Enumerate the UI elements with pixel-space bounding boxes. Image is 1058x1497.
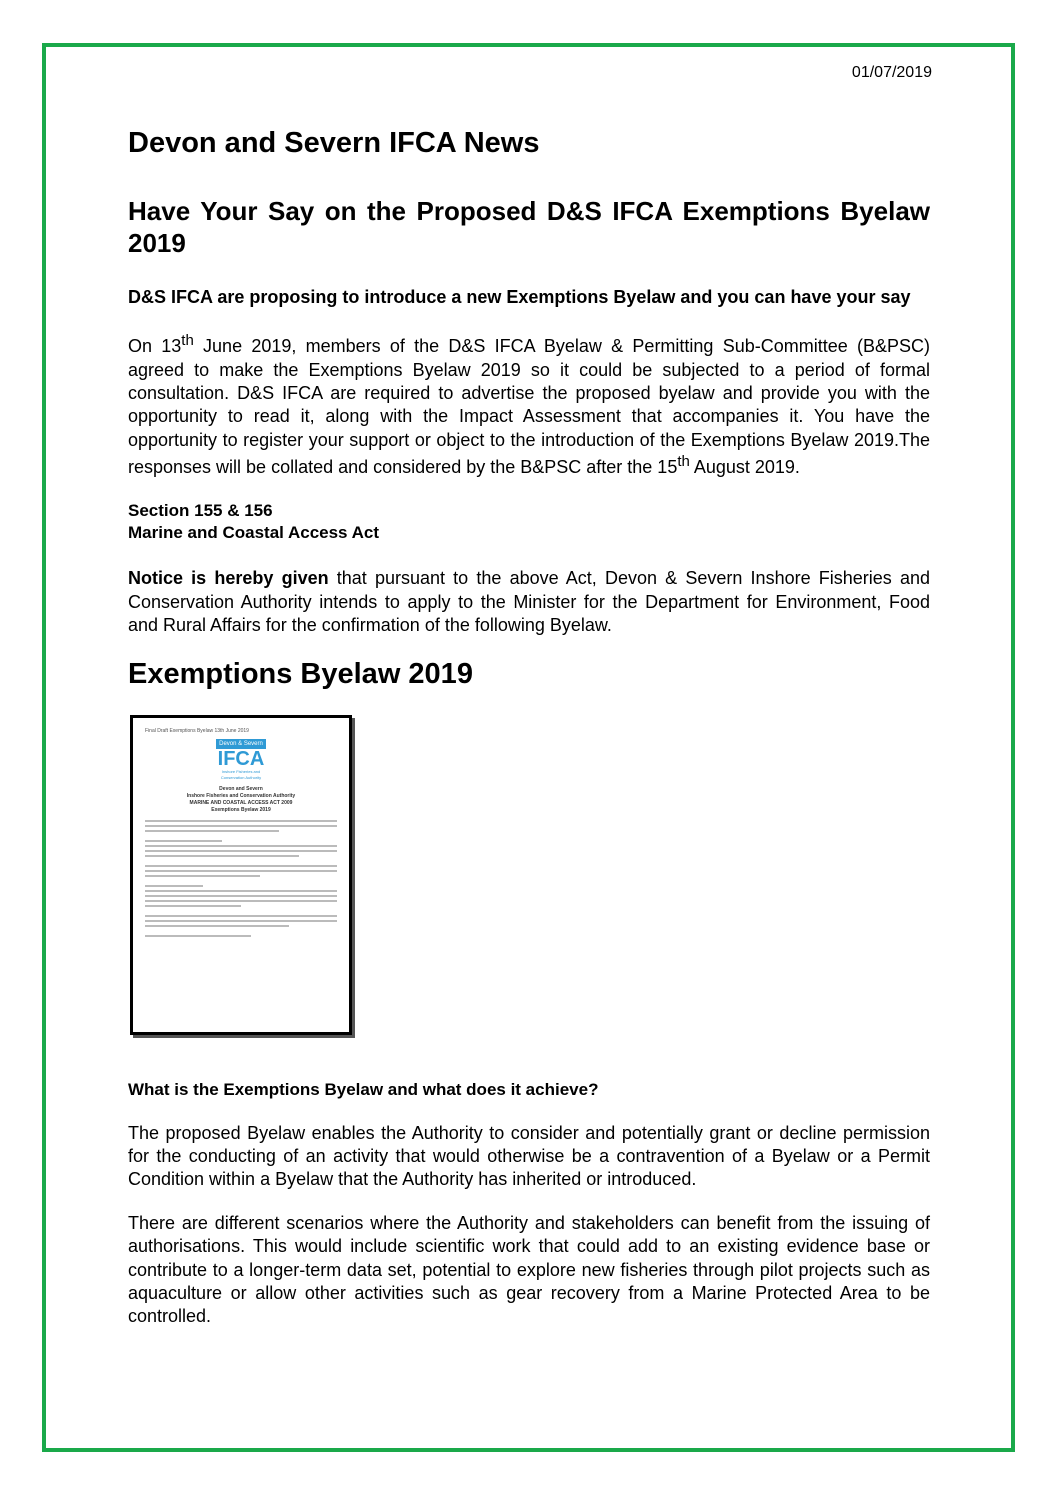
para1-part-a: On 13 [128,336,182,357]
headline: Have Your Say on the Proposed D&S IFCA Exemptions Byelaw 2019 [128,195,930,259]
section-reference [128,500,930,546]
consultation-paragraph [128,331,930,479]
para1-sup2: th [677,453,690,471]
question-heading: What is the Exemptions Byelaw and what does it achieve? [128,1079,599,1099]
notice-bold: Notice is hereby given [128,568,329,589]
thumb-line-2: Inshore Fisheries and Conservation Authority [186,793,296,800]
thumb-body-lines [145,820,337,937]
thumb-header: Final Draft Exemptions Byelaw 13th June 2019 [145,727,249,734]
logo-main: IFCA [217,747,265,770]
byelaw-description-paragraph: The proposed Byelaw enables the Authority to consider and potentially grant or decline permission for the conducting of an activity that would otherwise be a contravention of a Byelaw or a Permit Condition within a Byelaw that the Authority has inherited or introduced. [128,1122,930,1190]
para1-part-b: June 2019, members of the D&S IFCA Byelaw & Permitting Sub-Committee (B&PSC) agreed to make the Exemptions Byelaw 2019 so it could be subjected to a period of formal consultation. D&S IFCA are required to advertise the proposed byelaw and provide you with the opportunity to read it, along with the Impact Assessment that accompanies it. You have the opportunity to register your support or object to the introduction of the Exemptions Byelaw 2019.The responses will be collated and considered by the B&PSC after the 15 [128,336,930,478]
newsletter-title: Devon and Severn IFCA News [128,127,540,159]
para1-part-c: August 2019. [689,457,800,478]
thumb-line-4: Exemptions Byelaw 2019 [211,807,271,814]
ifca-logo [216,739,266,781]
byelaw-title: Exemptions Byelaw 2019 [128,657,473,690]
thumb-line-3: MARINE AND COASTAL ACCESS ACT 2009 [189,800,293,807]
para1-sup1: th [181,332,194,350]
document-date: 01/07/2019 [851,64,932,81]
document-body [128,126,930,1349]
thumb-line-1: Devon and Severn [219,786,263,793]
logo-top: Devon & Severn [216,739,266,749]
section-line-2: Marine and Coastal Access Act [128,523,379,543]
scenarios-paragraph: There are different scenarios where the Authority and stakeholders can benefit from the issuing of authorisations. This would include scientific work that could add to an existing evidence base or contribute to a longer-term data set, potential to explore new fisheries through pilot projects such as aquaculture or allow other activities such as gear recovery from a Marine Protected Area to be controlled. [128,1212,930,1327]
byelaw-document-thumbnail[interactable] [130,715,352,1035]
section-line-1: Section 155 & 156 [128,500,273,520]
notice-rest: that pursuant to the above Act, Devon & Severn Inshore Fisheries and Conservation Authority intends to apply to the Minister for the Department for Environment, Food and Rural Affairs for the confirmation of the following Byelaw. [128,568,930,636]
notice-paragraph [128,567,930,637]
logo-sub: Inshore Fisheries and Conservation Authority [220,768,262,780]
intro-text: D&S IFCA are proposing to introduce a new Exemptions Byelaw and you can have your say [128,286,911,307]
